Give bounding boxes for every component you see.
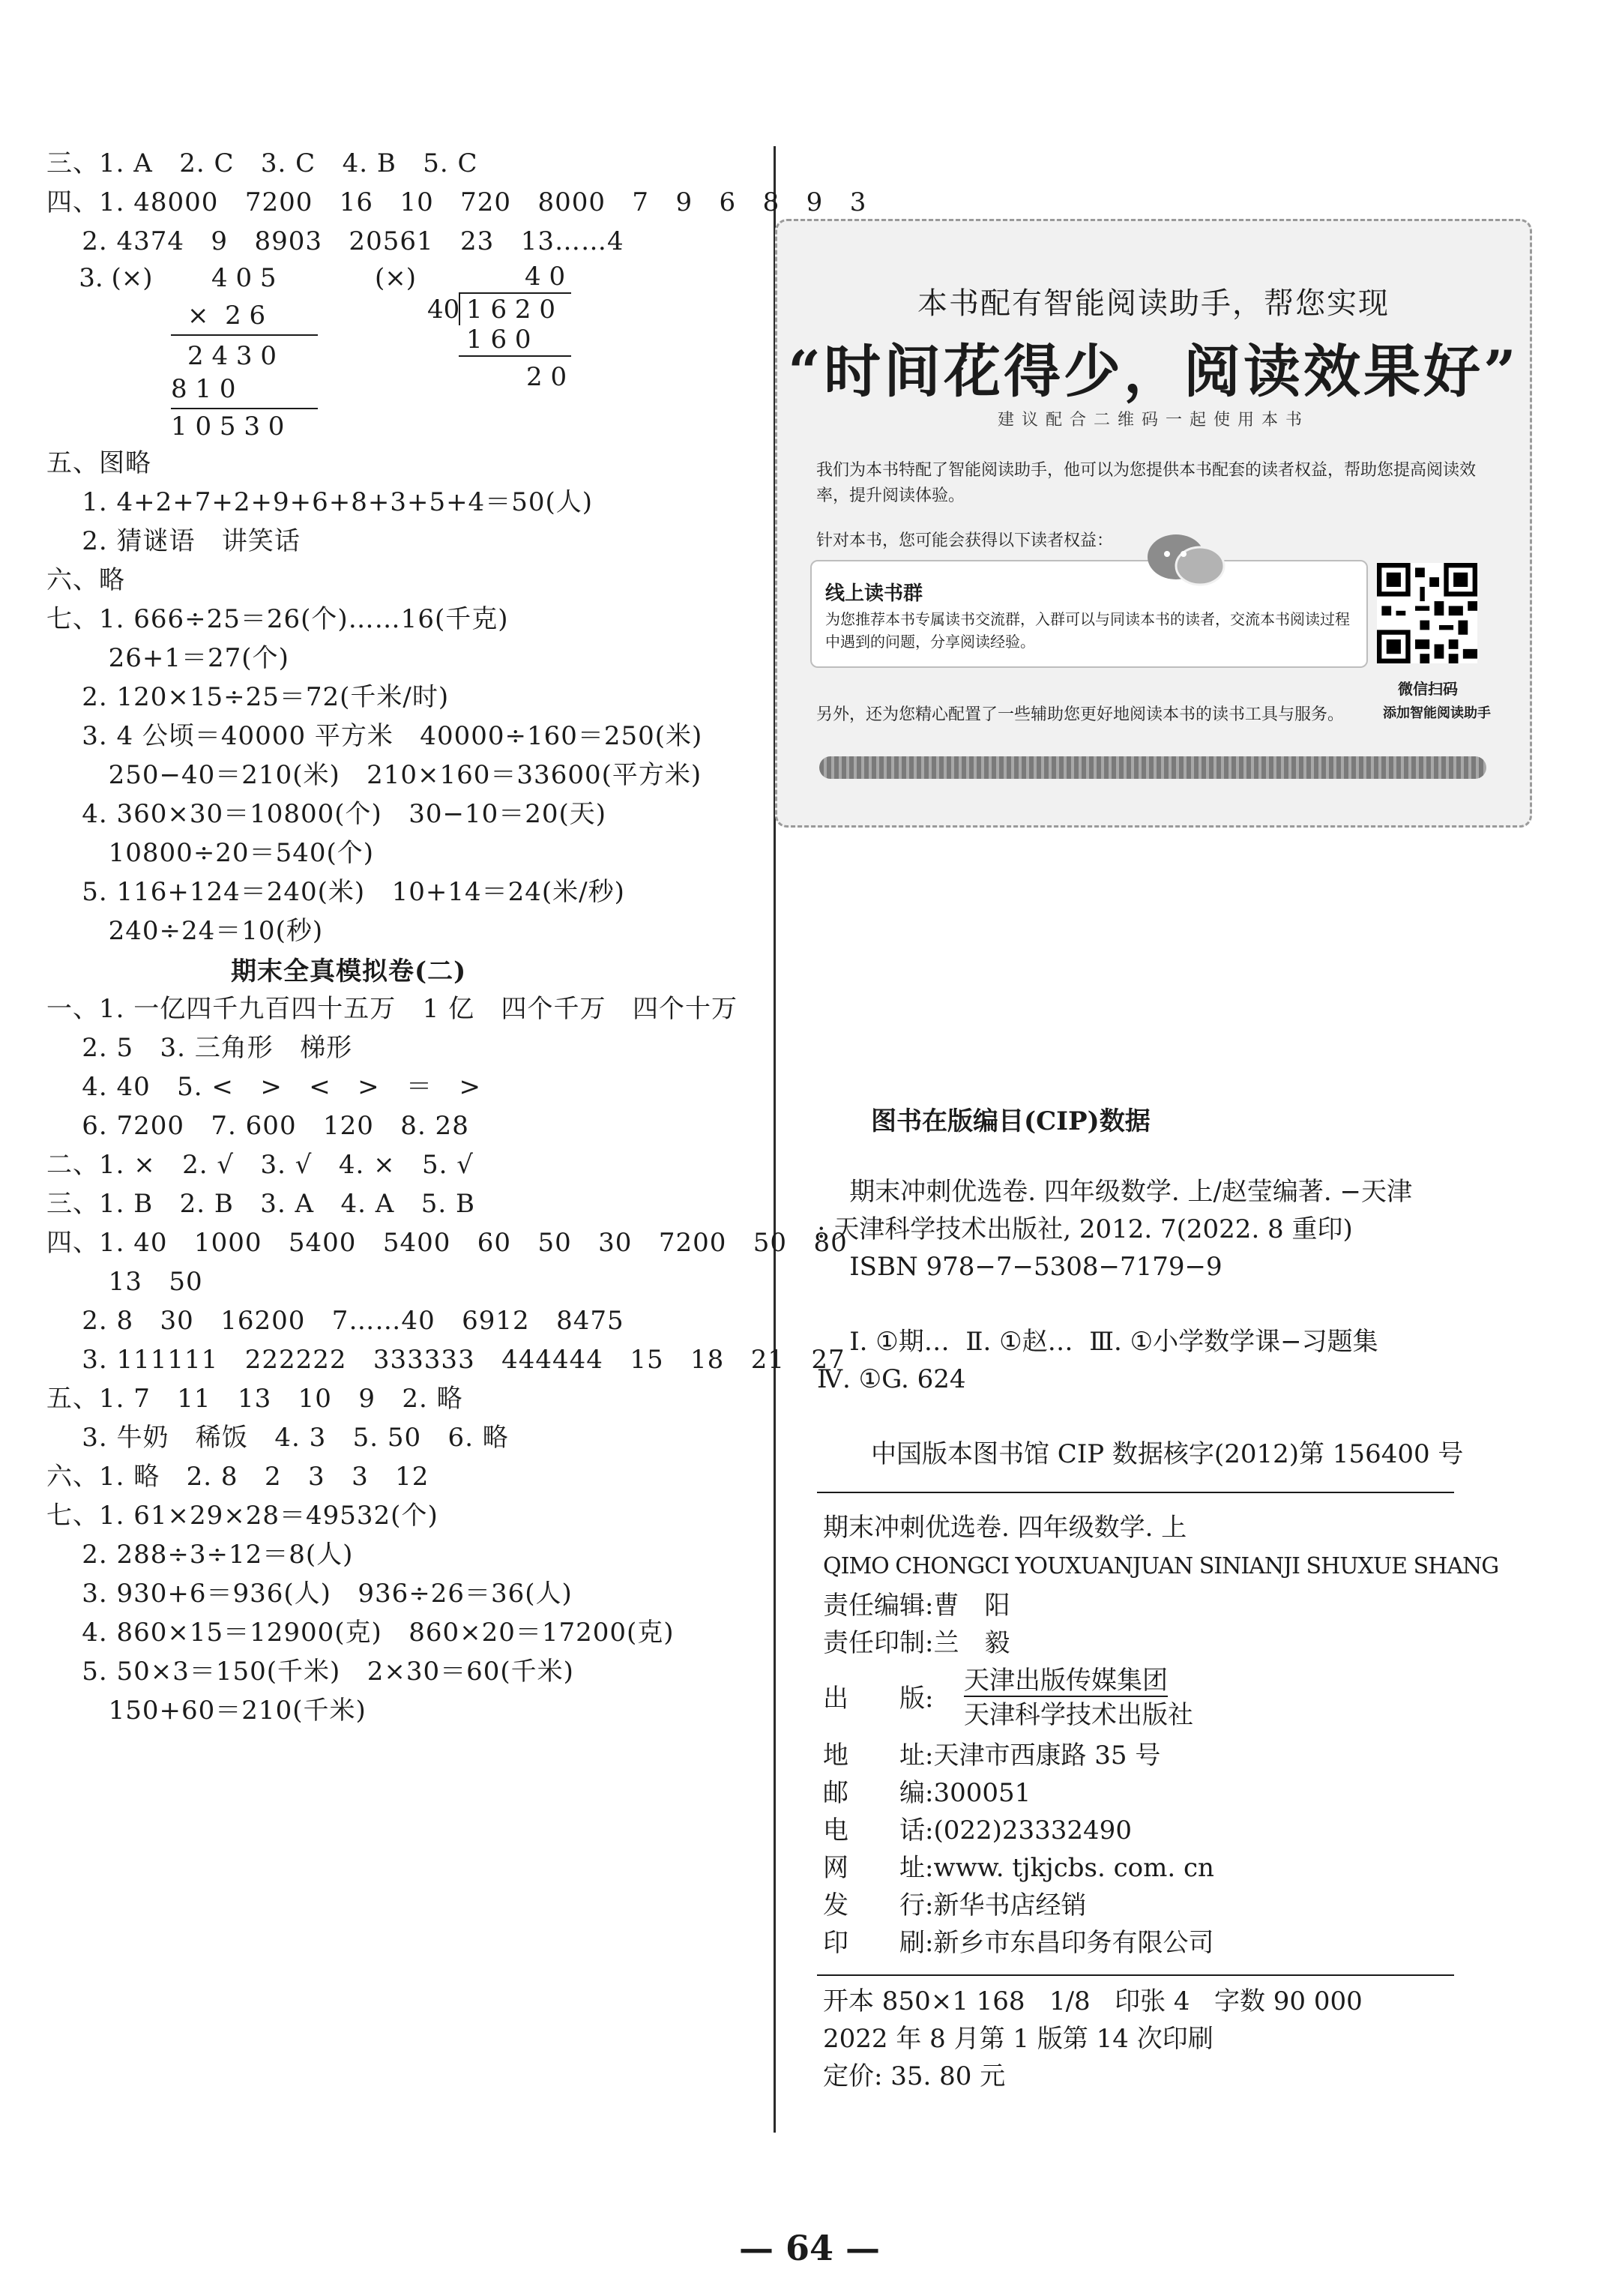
answer-line: 5. 50×3＝150(千米) 2×30＝60(千米) — [46, 1657, 574, 1687]
answer-line: 3. 牛奶 稀饭 4. 3 5. 50 6. 略 — [46, 1423, 509, 1453]
promo-headline: 本书配有智能阅读助手，帮您实现 — [917, 286, 1390, 321]
colophon-label: 责任印制 — [823, 1628, 925, 1658]
cip-line: ISBN 978−7−5308−7179−9 — [817, 1252, 1222, 1282]
promo-extra: 另外，还为您精心配置了一些辅助您更好地阅读本书的读书工具与服务。 — [816, 705, 1345, 724]
colophon-label: 责任编辑 — [823, 1591, 925, 1621]
colophon-rule — [817, 1974, 1454, 1976]
answer-line: 10800÷20＝540(个) — [46, 838, 374, 868]
colophon-label: 电 话 — [823, 1816, 925, 1845]
div-quotient: 4 0 — [525, 262, 566, 292]
answer-line: 2. 4374 9 8903 20561 23 13……4 — [46, 226, 624, 256]
mul-rule — [171, 408, 318, 409]
answer-line: 2. 120×15÷25＝72(千米/时) — [46, 682, 450, 712]
answer-line: 2. 5 3. 三角形 梯形 — [46, 1033, 353, 1063]
colophon-value: 300051 — [933, 1778, 1031, 1808]
answer-line: 六、1. 略 2. 8 2 3 3 12 — [46, 1462, 429, 1492]
colophon-label: 印 刷 — [823, 1928, 925, 1958]
answer-line: 四、1. 40 1000 5400 5400 60 50 30 7200 50 80 — [46, 1228, 848, 1258]
publisher-group: 天津出版传媒集团 — [964, 1666, 1168, 1696]
colophon-value: 兰 毅 — [933, 1628, 1010, 1658]
answer-line: 1. 4+2+7+2+9+6+8+3+5+4＝50(人) — [46, 487, 593, 517]
colophon-label: 地 址 — [823, 1741, 925, 1771]
answer-line: 一、1. 一亿四千九百四十五万 1 亿 四个千万 四个十万 — [46, 994, 738, 1024]
answer-line: 五、1. 7 11 13 10 9 2. 略 — [46, 1384, 463, 1414]
div-remainder: 2 0 — [526, 362, 567, 392]
answer-line: 三、1. B 2. B 3. A 4. A 5. B — [46, 1189, 475, 1219]
answer-line: 三、1. A 2. C 3. C 4. B 5. C — [46, 148, 478, 178]
colophon-value: 新乡市东昌印务有限公司 — [933, 1928, 1214, 1958]
colophon-label: 邮 编 — [823, 1778, 925, 1808]
colophon-spec: 2022 年 8 月第 1 版第 14 次印刷 — [823, 2024, 1214, 2054]
answer-line: 3. 4 公顷＝40000 平方米 40000÷160＝250(米) — [46, 721, 703, 751]
decorative-stripe — [819, 756, 1486, 779]
answer-line: 13 50 — [46, 1267, 203, 1297]
answer-line: 四、1. 48000 7200 16 10 720 8000 7 9 6 8 9 3 — [46, 187, 867, 217]
answer-line: 2. 8 30 16200 7……40 6912 8475 — [46, 1306, 624, 1336]
div-dividend: 1 6 2 0 — [466, 295, 555, 325]
cip-note: 中国版本图书馆 CIP 数据核字(2012)第 156400 号 — [871, 1439, 1464, 1469]
answer-line: 4. 40 5. < > < > ＝ > — [46, 1072, 481, 1102]
exam-title: 期末全真模拟卷(二) — [231, 956, 467, 986]
colophon-value: www. tjkjcbs. com. cn — [933, 1853, 1214, 1883]
answer-line: 二、1. × 2. √ 3. √ 4. × 5. √ — [46, 1150, 474, 1180]
answer-line: 七、1. 666÷25＝26(个)……16(千克) — [46, 604, 509, 634]
reading-group-desc: 为您推荐本书专属读书交流群，入群可以与同读本书的读者，交流本书阅读过程中遇到的问题，分享阅读经验。 — [825, 610, 1350, 651]
colophon-spec: 定价: 35. 80 元 — [823, 2061, 1006, 2091]
qr-assistant-label: 添加智能阅读助手 — [1383, 705, 1491, 721]
page-number: — 64 — — [738, 2228, 881, 2268]
div-divisor: 40 — [427, 295, 460, 325]
colophon-value: 新华书店经销 — [933, 1890, 1087, 1920]
answer-line: 6. 7200 7. 600 120 8. 28 — [46, 1111, 469, 1141]
answer-line: 240÷24＝10(秒) — [46, 916, 324, 946]
mul-result: 1 0 5 3 0 — [171, 412, 285, 442]
calc-label: 3. (×) — [46, 263, 153, 293]
promo-slogan: “时间花得少，阅读效果好” — [788, 338, 1519, 405]
cip-line: 期末冲刺优选卷. 四年级数学. 上/赵莹编著. −天津 — [817, 1177, 1413, 1207]
colophon-label: 网 址 — [823, 1853, 925, 1883]
mul-partial1: 2 4 3 0 — [187, 341, 277, 371]
colophon-label: 出 版 — [823, 1684, 925, 1714]
reading-group-card — [810, 560, 1368, 668]
chat-bubbles-icon — [1145, 530, 1227, 590]
qr-code-icon[interactable] — [1377, 563, 1477, 663]
mul-partial2: 8 1 0 — [171, 374, 236, 404]
colophon-value: (022)23332490 — [933, 1816, 1132, 1845]
qr-scan-label: 微信扫码 — [1398, 680, 1458, 698]
reading-assistant-promo — [775, 219, 1532, 828]
answer-line: 4. 360×30＝10800(个) 30−10＝20(天) — [46, 799, 607, 829]
answer-line: 3. 930+6＝936(人) 936÷26＝36(人) — [46, 1579, 573, 1609]
answer-line: 七、1. 61×29×28＝49532(个) — [46, 1501, 438, 1531]
div-bar — [459, 292, 571, 294]
answer-line: 五、图略 — [46, 448, 151, 478]
cip-rule — [817, 1492, 1454, 1493]
answer-line: 3. 111111 222222 333333 444444 15 18 21 27 — [46, 1345, 845, 1375]
answer-line: 六、略 — [46, 565, 125, 595]
cip-line: Ⅰ. ①期… Ⅱ. ①赵… Ⅲ. ①小学数学课−习题集 — [817, 1327, 1378, 1357]
colophon-label: 发 行 — [823, 1890, 925, 1920]
answer-line: 2. 猜谜语 讲笑话 — [46, 526, 301, 556]
answer-line: 26+1＝27(个) — [46, 643, 289, 673]
promo-benefits-label: 针对本书，您可能会获得以下读者权益： — [816, 531, 1114, 550]
cip-line: : 天津科学技术出版社, 2012. 7(2022. 8 重印) — [817, 1214, 1353, 1244]
answer-page: 三、1. A 2. C 3. C 4. B 5. C 四、1. 48000 7200 16 10 720 8000 7 9 6 8 9 3 2. 4374 9 8903 20561 23 13……4 3. (×) 4 0 5 × 2 6 2 4 3 0 8 1 0 1 0 5 3 0 (×) 4 0 40 1 6 2 0 1 6 0 2 0 五、图略 1. 4+2+7+2+9+6+8+3+5+4＝50(人) 2. 猜谜语 讲笑话 六、略 七、1. 666÷25＝26(个)……16(千克) 26+1＝27(个) 2. 120×15÷25＝72(千米/时) 3. 4 公顷＝40000 平方米 40000÷160＝250(米) 250−40＝210(米) 210×160＝33600(平方米) 4. 360×30＝10800(个) 30−10＝20(天) 10800÷20＝540(个) 5. 116+124＝240(米) 10+14＝24(米/秒) 240÷24＝10(秒) 期末全真模拟卷(二) 一、1. 一亿四千九百四十五万 1 亿 四个千万 四个十万 2. 5 3. 三角形 梯形 4. 40 5. < > < > ＝ > 6. 7200 7. 600 120 8. 28 二、1. × 2. √ 3. √ 4. × 5. √ 三、1. B 2. B 3. A 4. A 5. B 四、1. 40 1000 5400 5400 60 50 30 7200 50 80 13 50 2. 8 30 16200 7……40 6912 8475 3. 111111 222222 333333 444444 15 18 21 27 五、1. 7 11 13 10 9 2. 略 3. 牛奶 稀饭 4. 3 5. 50 6. 略 六、1. 略 2. 8 2 3 3 12 七、1. 61×29×28＝49532(个) 2. 288÷3÷12＝8(人) 3. 930+6＝936(人) 936÷26＝36(人) 4. 860×15＝12900(克) 860×20＝17200(克) 5. 50×3＝150(千米) 2×30＝60(千米) 150+60＝210(千米) 本书配有智能阅读助手，帮您实现 “时间花得少，阅读效果好” 建议配合二维码一起使用本书 我们为本书特配了智能阅读助手，他可以为您提供本书配套的读者权益，帮助您提高阅读效率，提升阅读体验。 针对本书，您可能会获得以下读者权益： 线上读书群 为您推荐本书专属读书交流群，入群可以与同读本书的读者，交流本书阅读过程中遇到的问题，分享阅读经验。 微信扫码 添加智能阅读助手 另外，还为您精心配置了一些辅助您更好地阅读本书的读书工具与服务。 图书在版编目(CIP)数据 期末冲刺优选卷. 四年级数学. 上/赵莹编著. −天津 : 天津科学技术出版社, 2012. 7(2022. 8 重印) ISBN 978−7−5308−7179−9 Ⅰ. ①期… Ⅱ. ①赵… Ⅲ. ①小学数学课−习题集 Ⅳ. ①G. 624 中国版本图书馆 CIP 数据核字(2012)第 156400 号 期末冲刺优选卷. 四年级数学. 上 QIMO CHONGCI YOUXUANJUAN SINIANJI SHUXUE SHANG 责任编辑 :曹 阳 责任印制 :兰 毅 出 版 : 天津出版传媒集团 天津科学技术出版社 地 址 :天津市西康路 35 号 邮 编 :300051 电 话 :(022)23332490 网 址 :www. tjkjcbs. com. cn 发 行 :新华书店经销 印 刷 :新乡市东昌印务有限公司 开本 850×1 168 1/8 印张 4 字数 90 000 2022 年 8 月第 1 版第 14 次印刷 定价: 35. 80 元 — 64 — — [0, 0, 1619, 2296]
colophon-pinyin: QIMO CHONGCI YOUXUANJUAN SINIANJI SHUXUE SHANG — [823, 1553, 1499, 1579]
calc-label: (×) — [375, 263, 417, 293]
mul-top: 4 0 5 — [211, 263, 277, 293]
cip-heading: 图书在版编目(CIP)数据 — [871, 1106, 1151, 1136]
answer-line: 5. 116+124＝240(米) 10+14＝24(米/秒) — [46, 877, 625, 907]
answer-line: 4. 860×15＝12900(克) 860×20＝17200(克) — [46, 1618, 675, 1648]
promo-hint: 建议配合二维码一起使用本书 — [997, 411, 1309, 430]
mul-rule — [171, 334, 318, 336]
promo-intro: 我们为本书特配了智能阅读助手，他可以为您提供本书配套的读者权益，帮助您提高阅读效率，提升阅读体验。 — [816, 461, 1477, 505]
colophon-value: 天津市西康路 35 号 — [933, 1741, 1161, 1771]
colophon-spec: 开本 850×1 168 1/8 印张 4 字数 90 000 — [823, 1986, 1363, 2016]
mul-factor: × 2 6 — [187, 301, 266, 331]
cip-line: Ⅳ. ①G. 624 — [817, 1364, 966, 1394]
colophon-value: 曹 阳 — [933, 1591, 1010, 1621]
div-step: 1 6 0 — [466, 325, 531, 355]
answer-line: 2. 288÷3÷12＝8(人) — [46, 1540, 354, 1570]
reading-group-title: 线上读书群 — [825, 582, 923, 605]
div-rule — [459, 355, 571, 357]
answer-line: 250−40＝210(米) 210×160＝33600(平方米) — [46, 760, 702, 790]
colophon-title: 期末冲刺优选卷. 四年级数学. 上 — [823, 1513, 1187, 1543]
publisher-name: 天津科学技术出版社 — [964, 1700, 1193, 1730]
answer-line: 150+60＝210(千米) — [46, 1696, 367, 1726]
